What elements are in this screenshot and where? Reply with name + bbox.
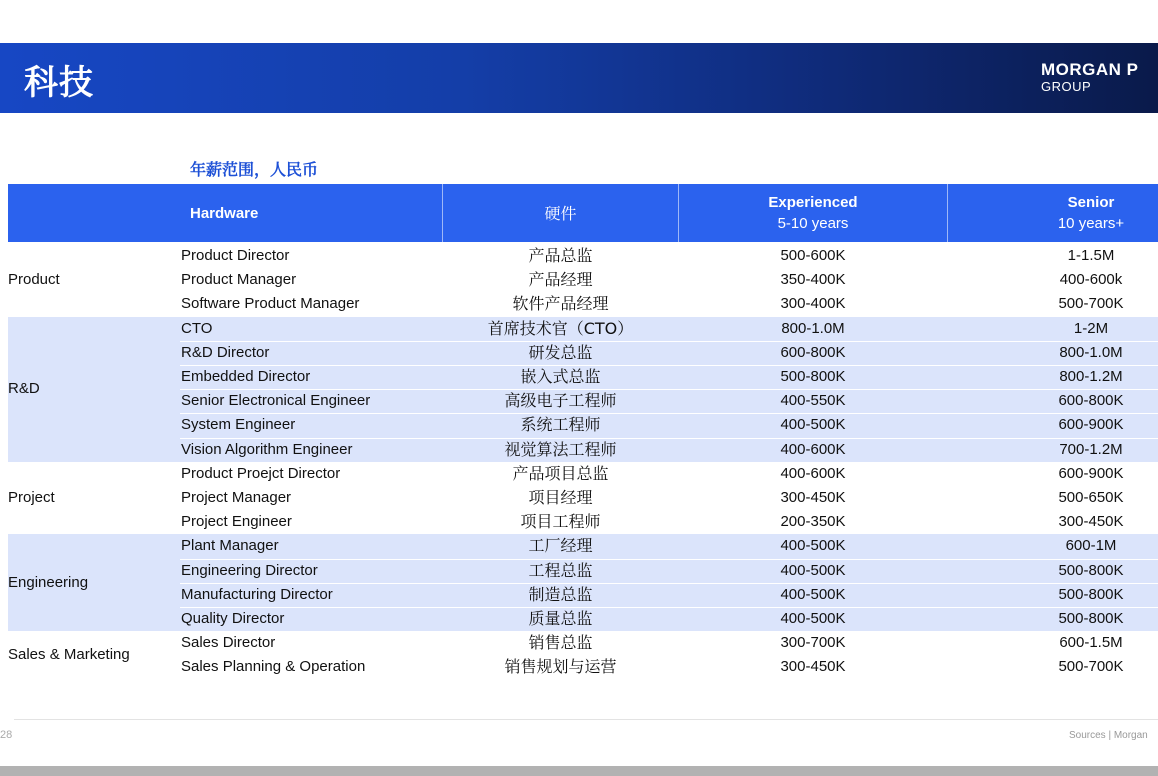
- salary-experienced: 300-700K: [780, 634, 846, 652]
- job-title-cn: 首席技术官（CTO）: [487, 318, 634, 338]
- salary-experienced: 300-400K: [780, 295, 846, 313]
- job-title: Software Product Manager: [181, 295, 360, 313]
- salary-senior: 600-900K: [1058, 416, 1124, 434]
- salary-experienced: 800-1.0M: [781, 319, 845, 337]
- table-subtitle: 年薪范围，人民币: [190, 160, 319, 179]
- salary-senior: 700-1.2M: [1059, 440, 1123, 458]
- footer-divider: [14, 719, 1158, 720]
- salary-experienced: 350-400K: [780, 271, 846, 289]
- category-label: Engineering: [8, 573, 89, 591]
- column-header-category: [8, 184, 180, 242]
- salary-senior: 500-800K: [1058, 610, 1124, 627]
- job-title: Project Manager: [181, 489, 292, 506]
- salary-experienced: 300-450K: [780, 658, 846, 676]
- salary-senior: 600-1M: [1065, 537, 1117, 555]
- salary-senior: 600-900K: [1058, 464, 1124, 482]
- brand-logo: [1041, 61, 1139, 93]
- salary-senior: 500-650K: [1058, 489, 1124, 506]
- page-title: 科技: [24, 63, 94, 103]
- job-title: Product Proejct Director: [181, 464, 341, 482]
- job-title-cn: 视觉算法工程师: [504, 439, 617, 459]
- job-title: Quality Director: [181, 610, 285, 627]
- salary-senior: 800-1.0M: [1059, 343, 1123, 361]
- salary-senior: 1-1.5M: [1067, 247, 1115, 264]
- job-title: Project Engineer: [181, 513, 292, 531]
- brand-group: GROUP: [1041, 79, 1092, 94]
- salary-senior: 800-1.2M: [1059, 368, 1123, 385]
- title-banner: [0, 43, 1158, 113]
- job-title-cn: 制造总监: [528, 584, 593, 604]
- job-title-cn: 产品项目总监: [512, 463, 609, 483]
- column-header-hardware-cn-label: 硬件: [544, 203, 577, 223]
- job-title-cn: 工厂经理: [528, 536, 593, 556]
- salary-experienced: 500-600K: [780, 247, 846, 264]
- salary-experienced: 600-800K: [780, 343, 846, 361]
- job-title: Engineering Director: [181, 561, 318, 579]
- salary-experienced: 300-450K: [780, 489, 846, 506]
- bottom-bar: [0, 766, 1158, 776]
- salary-senior: 600-1.5M: [1059, 634, 1123, 652]
- job-title-cn: 产品经理: [528, 270, 593, 290]
- category-label: Project: [8, 489, 55, 507]
- category-label: Product: [8, 271, 60, 289]
- column-header-senior-label: Senior: [1067, 194, 1115, 211]
- job-title-cn: 软件产品经理: [512, 294, 609, 314]
- salary-experienced: 400-500K: [780, 610, 846, 627]
- job-title-cn: 工程总监: [528, 560, 593, 580]
- job-title: Senior Electronical Engineer: [181, 392, 371, 410]
- header-divider: [947, 184, 948, 242]
- salary-senior: 400-600k: [1059, 271, 1123, 289]
- salary-senior: 500-800K: [1058, 585, 1124, 603]
- source-note: Sources | Morgan: [1069, 730, 1148, 741]
- salary-senior: 500-700K: [1058, 658, 1124, 676]
- job-title-cn: 项目工程师: [520, 512, 601, 532]
- salary-experienced: 400-500K: [780, 537, 846, 555]
- job-title-cn: 质量总监: [528, 609, 593, 628]
- column-header-experienced-label: Experienced: [768, 194, 858, 211]
- job-title: R&D Director: [181, 343, 270, 361]
- job-title: Vision Algorithm Engineer: [181, 440, 353, 458]
- job-title-cn: 系统工程师: [520, 415, 601, 435]
- table-header: [8, 184, 1158, 242]
- job-title-cn: 高级电子工程师: [504, 391, 617, 411]
- salary-senior: 500-700K: [1058, 295, 1124, 313]
- job-title-cn: 销售总监: [528, 633, 593, 653]
- job-title-cn: 嵌入式总监: [520, 367, 601, 386]
- page-number: 28: [0, 729, 13, 741]
- salary-senior: 600-800K: [1058, 392, 1124, 410]
- job-title: System Engineer: [181, 416, 296, 434]
- category-label: Sales & Marketing: [8, 646, 130, 664]
- job-title-cn: 项目经理: [528, 488, 593, 507]
- salary-senior: 500-800K: [1058, 561, 1124, 579]
- job-title: Plant Manager: [181, 537, 279, 555]
- job-title: CTO: [181, 319, 213, 337]
- job-title-cn: 研发总监: [528, 342, 593, 362]
- salary-senior: 1-2M: [1073, 319, 1109, 337]
- column-header-senior-years: 10 years+: [1057, 215, 1125, 232]
- salary-senior: 300-450K: [1058, 513, 1124, 531]
- job-title: Product Director: [181, 247, 290, 264]
- column-header-experienced-years: 5-10 years: [777, 215, 849, 232]
- column-header-hardware: [190, 184, 440, 242]
- category-label: R&D: [8, 380, 40, 398]
- salary-experienced: 400-600K: [780, 464, 846, 482]
- job-title: Embedded Director: [181, 368, 311, 385]
- job-title: Sales Planning & Operation: [181, 658, 366, 676]
- job-title: Product Manager: [181, 271, 297, 289]
- salary-experienced: 400-600K: [780, 440, 846, 458]
- salary-experienced: 400-500K: [780, 561, 846, 579]
- job-title: Manufacturing Director: [181, 585, 333, 603]
- job-title-cn: 产品总监: [528, 246, 593, 265]
- salary-experienced: 400-500K: [780, 416, 846, 434]
- brand-name: MORGAN P: [1041, 60, 1139, 79]
- salary-experienced: 400-500K: [780, 585, 846, 603]
- column-header-hardware-cn: [443, 184, 678, 242]
- salary-experienced: 400-550K: [780, 392, 846, 410]
- column-header-experienced: [679, 184, 947, 242]
- salary-experienced: 500-800K: [780, 368, 846, 385]
- column-header-senior: [1024, 184, 1158, 242]
- job-title-cn: 销售规划与运营: [504, 657, 617, 677]
- job-title: Sales Director: [181, 634, 276, 652]
- salary-experienced: 200-350K: [780, 513, 846, 531]
- column-header-hardware-label: Hardware: [190, 204, 259, 222]
